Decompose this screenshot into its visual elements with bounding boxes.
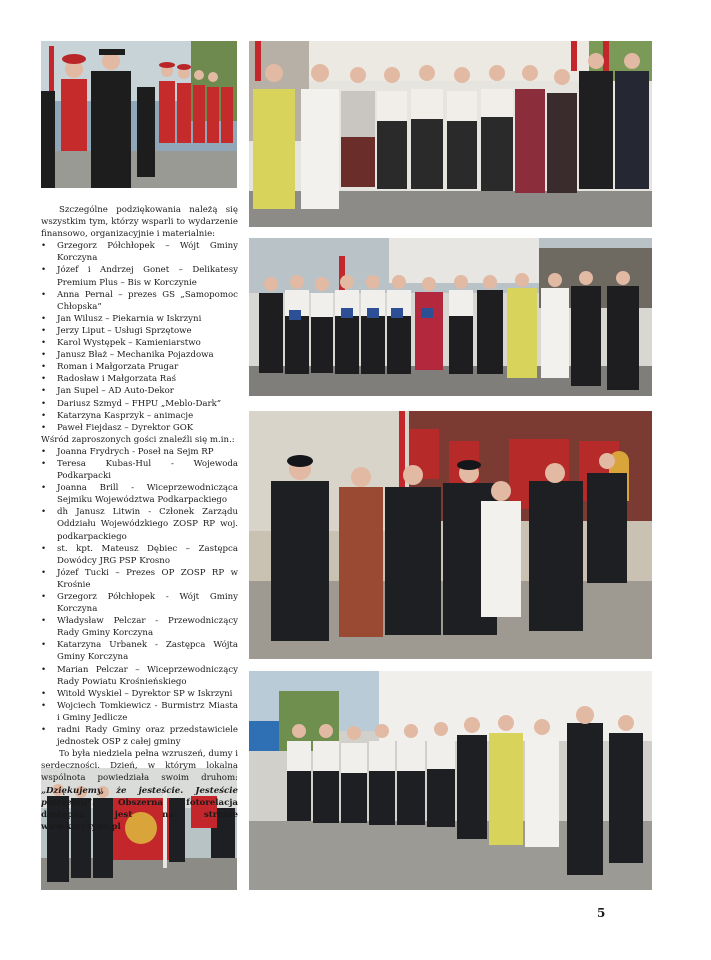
list-item: • Jerzy Liput – Usługi Sprzętowe (41, 325, 238, 337)
guests-list (41, 446, 238, 748)
list-item: • Marian Pelczar – Wiceprzewodniczący Rady Powiatu Krośnieńskiego (41, 664, 238, 688)
list-item: • Jan Wilusz – Piekarnia w Iskrzyni (41, 313, 238, 325)
list-item: • Joanna Brill - Wiceprzewodnicząca Sejmiku Województwa Podkarpackiego (41, 482, 238, 506)
list-item: • Grzegorz Półchłopek - Wójt Gminy Korczyna (41, 591, 238, 615)
photo-group-outdoor (249, 671, 652, 890)
list-item: • Katarzyna Kasprzyk – animacje (41, 410, 238, 422)
list-item: • st. kpt. Mateusz Dębiec – Zastępca Dowódcy JRG PSP Krosno (41, 543, 238, 567)
list-item: • dh Janusz Litwin - Członek Zarządu Oddziału Wojewódzkiego ZOSP RP woj. podkarpackiego (41, 506, 238, 542)
sponsors-list (41, 240, 238, 434)
list-item: • Jan Supel – AD Auto-Dekor (41, 385, 238, 397)
list-item: • Paweł Fiejdasz – Dyrektor GOK (41, 422, 238, 434)
thanks-intro: Szczególne podziękowania należą się wszystkim tym, którzy wsparli to wydarzenie finansowo, organizacyjnie i materialnie: (41, 205, 238, 240)
list-item: • Radosław i Małgorzata Raś (41, 373, 238, 385)
list-item: • radni Rady Gminy oraz przedstawiciele jednostek OSP z całej gminy (41, 724, 238, 748)
list-item: • Józef i Andrzej Gonet – Delikatesy Premium Plus – Bis w Korczynie (41, 264, 238, 288)
photo-report-link[interactable]: Obszerna fotorelacja dostępna jest na stronie www.korczyna.pl (41, 797, 239, 832)
list-item: • Katarzyna Urbanek - Zastępca Wójta Gminy Korczyna (41, 639, 238, 663)
list-item: • Janusz Błaż – Mechanika Pojazdowa (41, 349, 238, 361)
list-item: • Witold Wyskiel – Dyrektor SP w Iskrzyni (41, 688, 238, 700)
page-number: 5 (597, 906, 606, 920)
article-text-column (41, 204, 238, 833)
list-item: • Karol Występek – Kamieniarstwo (41, 337, 238, 349)
list-item: • Józef Tucki – Prezes OP ZOSP RP w Krośnie (41, 567, 238, 591)
list-item: • Roman i Małgorzata Prugar (41, 361, 238, 373)
guests-intro: Wśród zaproszonych gości znaleźli się m.in.: (41, 434, 235, 445)
list-item: • Grzegorz Półchłopek – Wójt Gminy Korczyna (41, 240, 238, 264)
list-item: • Wojciech Tomkiewicz - Burmistrz Miasta i Gminy Jedlicze (41, 700, 238, 724)
photo-officials-group (249, 411, 652, 659)
closing-text: To była niedziela pełna wzruszeń, dumy i serdeczności. Dzień, w którym lokalna wspólnota powiedziała swoim druhom: (41, 749, 238, 784)
photo-medal-ceremony (41, 41, 237, 188)
closing-quote: „Dziękujemy, że jesteście. Jesteście potrzebni”. (41, 785, 238, 808)
photo-group-certificates (249, 238, 652, 396)
list-item: • Anna Pernal – prezes GS „Samopomoc Chłopska” (41, 289, 238, 313)
list-item: • Dariusz Szmyd – FHPU „Meblo-Dark” (41, 398, 238, 410)
closing-paragraph (41, 748, 238, 833)
photo-group-folk-dresses (249, 41, 652, 227)
list-item: • Władysław Pelczar - Przewodniczący Rady Gminy Korczyna (41, 615, 238, 639)
list-item: • Teresa Kubas-Hul - Wojewoda Podkarpacki (41, 458, 238, 482)
list-item: • Joanna Frydrych - Poseł na Sejm RP (41, 446, 238, 458)
